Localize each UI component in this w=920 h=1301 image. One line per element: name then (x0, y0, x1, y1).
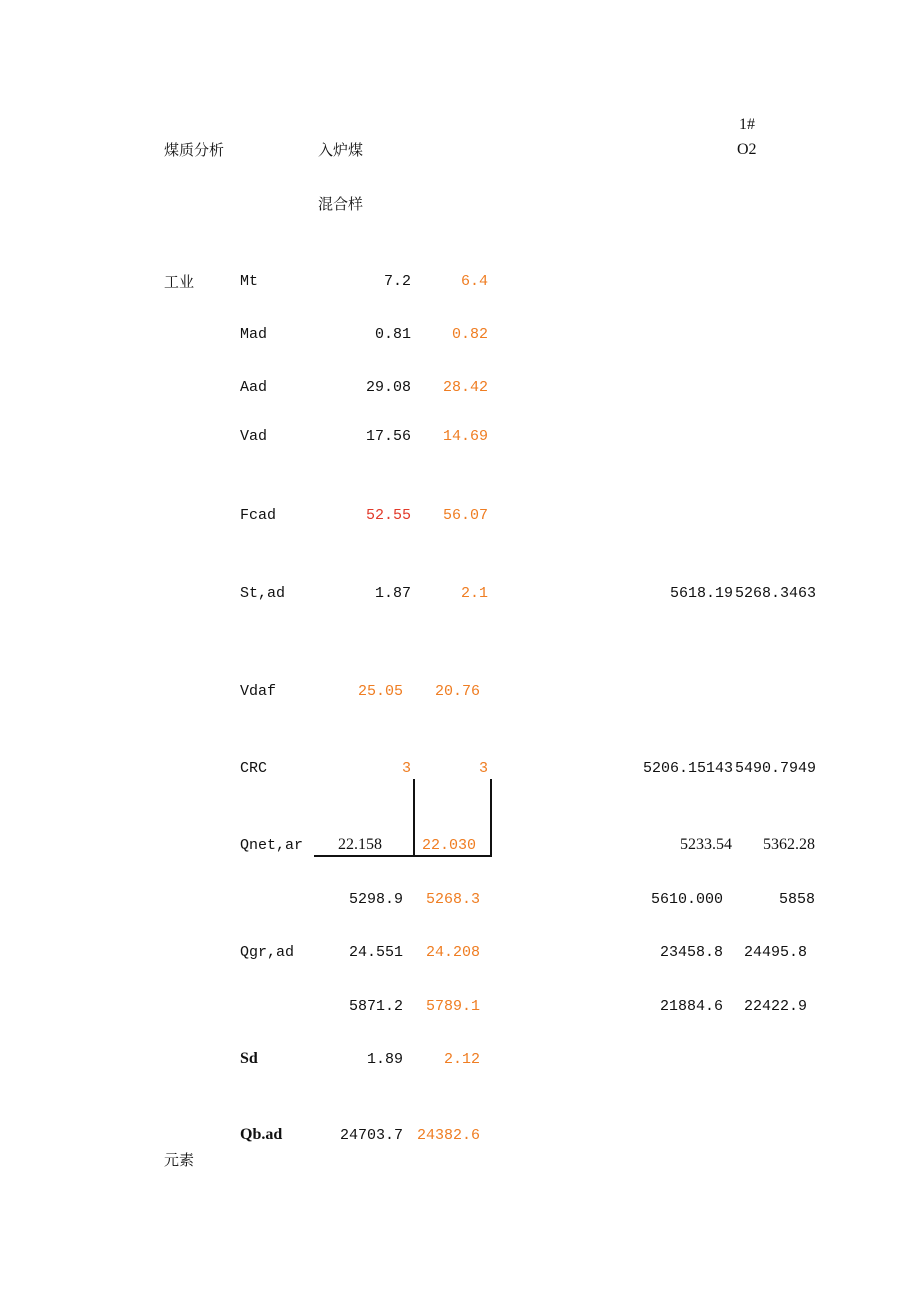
vdaf-value-2: 20.76 (434, 683, 480, 700)
stad-value-1: 1.87 (374, 585, 411, 602)
section-element: 元素 (164, 1151, 195, 1169)
qgr-kcal-value-2: 5789.1 (425, 998, 480, 1015)
bracket-line-right (490, 779, 492, 857)
row-label-qnet: Qnet,ar (240, 837, 304, 854)
qnet-kcal-right-value-1: 5610.000 (650, 891, 723, 908)
row-label-vad: Vad (240, 428, 268, 445)
row-label-qgr: Qgr,ad (240, 944, 295, 961)
mt-value-1: 7.2 (383, 273, 411, 290)
fcad-value-2: 56.07 (442, 507, 488, 524)
aad-value-1: 29.08 (365, 379, 411, 396)
sheet-title: 煤质分析 (164, 141, 225, 159)
crc-right-value-1: 5206.15143 (642, 760, 733, 777)
qnet-right-value-2: 5362.28 (763, 836, 815, 853)
row-label-crc: CRC (240, 760, 268, 777)
mad-value-2: 0.82 (451, 326, 488, 343)
qbad-value-2: 24382.6 (416, 1127, 480, 1144)
crc-value-1: 3 (401, 760, 411, 777)
bracket-line-left (413, 779, 415, 857)
row-label-mad: Mad (240, 326, 268, 343)
crc-right-value-2: 5490.7949 (735, 760, 817, 777)
qnet-value-2: 22.030 (422, 837, 477, 854)
vad-value-2: 14.69 (442, 428, 488, 445)
stad-right-value-1: 5618.19 (669, 585, 733, 602)
mt-value-2: 6.4 (460, 273, 488, 290)
vad-value-1: 17.56 (365, 428, 411, 445)
qgr-value-1: 24.551 (348, 944, 403, 961)
qgr-kcal-value-1: 5871.2 (348, 998, 403, 1015)
qgr-right-value-1: 23458.8 (659, 944, 723, 961)
column-subheader-mixed: 混合样 (318, 195, 364, 213)
qgr-kcal-right-value-1: 21884.6 (659, 998, 723, 1015)
stad-value-2: 2.1 (460, 585, 488, 602)
qnet-right-value-1: 5233.54 (680, 836, 732, 853)
row-label-stad: St,ad (240, 585, 286, 602)
unit-number-label: 1# (739, 116, 755, 133)
column-header-coal: 入炉煤 (318, 141, 364, 159)
qgr-kcal-right-value-2: 22422.9 (743, 998, 807, 1015)
row-label-qbad: Qb.ad (240, 1126, 283, 1143)
row-label-fcad: Fcad (240, 507, 277, 524)
qnet-kcal-value-2: 5268.3 (425, 891, 480, 908)
qnet-kcal-value-1: 5298.9 (348, 891, 403, 908)
aad-value-2: 28.42 (442, 379, 488, 396)
qnet-kcal-right-value-2: 5858 (778, 891, 815, 908)
bracket-line-bottom (314, 855, 492, 857)
sd-value-1: 1.89 (366, 1051, 403, 1068)
sd-value-2: 2.12 (443, 1051, 480, 1068)
mad-value-1: 0.81 (374, 326, 411, 343)
qgr-right-value-2: 24495.8 (743, 944, 807, 961)
qnet-value-1: 22.158 (338, 836, 382, 853)
row-label-sd: Sd (240, 1050, 258, 1067)
row-label-aad: Aad (240, 379, 268, 396)
stad-right-value-2: 5268.3463 (735, 585, 817, 602)
row-label-vdaf: Vdaf (240, 683, 277, 700)
qbad-value-1: 24703.7 (339, 1127, 403, 1144)
section-industrial: 工业 (164, 273, 195, 291)
crc-value-2: 3 (478, 760, 488, 777)
fcad-value-1: 52.55 (365, 507, 411, 524)
o2-label: O2 (737, 141, 757, 158)
row-label-mt: Mt (240, 273, 259, 290)
vdaf-value-1: 25.05 (357, 683, 403, 700)
qgr-value-2: 24.208 (425, 944, 480, 961)
